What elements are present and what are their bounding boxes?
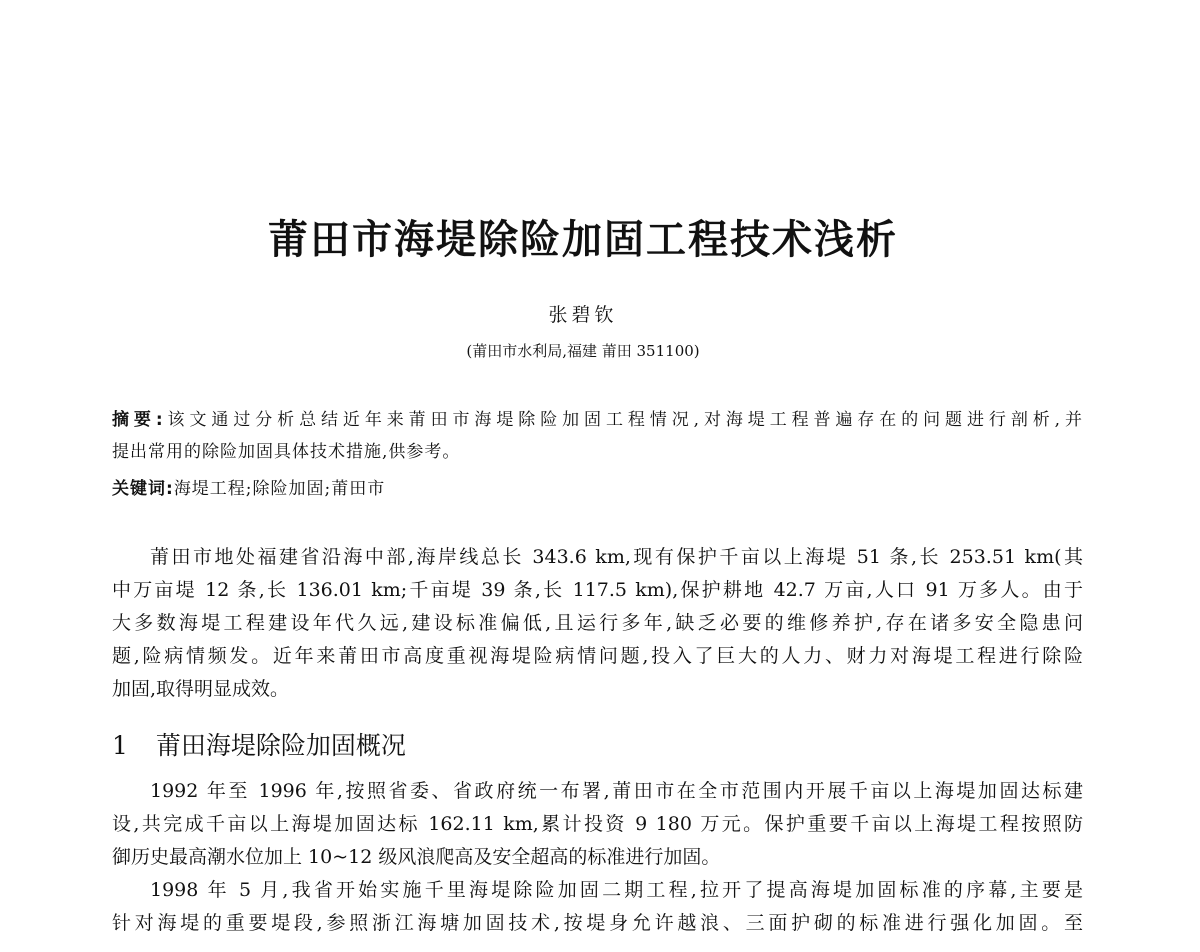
intro-line: 加固,取得明显成效。	[112, 678, 290, 700]
body-line: 针对海堤的重要堤段,参照浙江海塘加固技术,按堤身允许越浪、三面护砌的标准进行强化加固。至	[112, 912, 1083, 934]
abstract-text: 该文通过分析总结近年来莆田市海堤除险加固工程情况,对海堤工程普遍存在的问题进行剖析,并	[163, 410, 1083, 430]
intro-line: 题,险病情频发。近年来莆田市高度重视海堤险病情问题,投入了巨大的人力、财力对海堤工程进行除险	[112, 645, 1083, 667]
abstract-line	[112, 408, 1083, 432]
intro-line: 中万亩堤 12 条,长 136.01 km;千亩堤 39 条,长 117.5 km),保护耕地 42.7 万亩,人口 91 万多人。由于	[112, 579, 1083, 601]
body-line: 1992 年至 1996 年,按照省委、省政府统一布署,莆田市在全市范围内开展千亩以上海堤加固达标建	[150, 780, 1083, 802]
keywords-text: 海堤工程;除险加固;莆田市	[173, 479, 386, 499]
body-line: 御历史最高潮水位加上 10~12 级风浪爬高及安全超高的标准进行加固。	[112, 846, 721, 868]
author-affiliation: (莆田市水利局,福建 莆田 351100)	[466, 342, 700, 360]
abstract-label: 摘要:	[112, 410, 164, 430]
intro-line: 大多数海堤工程建设年代久远,建设标准偏低,且运行多年,缺乏必要的维修养护,存在诸多安全隐患问	[112, 612, 1083, 634]
keywords-line	[112, 477, 1083, 501]
author-name: 张碧钦	[548, 304, 618, 326]
paper-title: 莆田市海堤除险加固工程技术浅析	[268, 217, 898, 263]
intro-line: 莆田市地处福建省沿海中部,海岸线总长 343.6 km,现有保护千亩以上海堤 51 条,长 253.51 km(其	[150, 546, 1083, 568]
body-line: 设,共完成千亩以上海堤加固达标 162.11 km,累计投资 9 180 万元。保护重要千亩以上海堤工程按照防	[112, 813, 1083, 835]
abstract-line: 提出常用的除险加固具体技术措施,供参考。	[112, 442, 461, 462]
section-heading	[112, 726, 406, 762]
section-number: 1	[112, 731, 128, 760]
keywords-label: 关键词:	[112, 479, 174, 499]
section-title: 莆田海堤除险加固概况	[155, 731, 406, 760]
body-line: 1998 年 5 月,我省开始实施千里海堤除险加固二期工程,拉开了提高海堤加固标准的序幕,主要是	[150, 879, 1083, 901]
